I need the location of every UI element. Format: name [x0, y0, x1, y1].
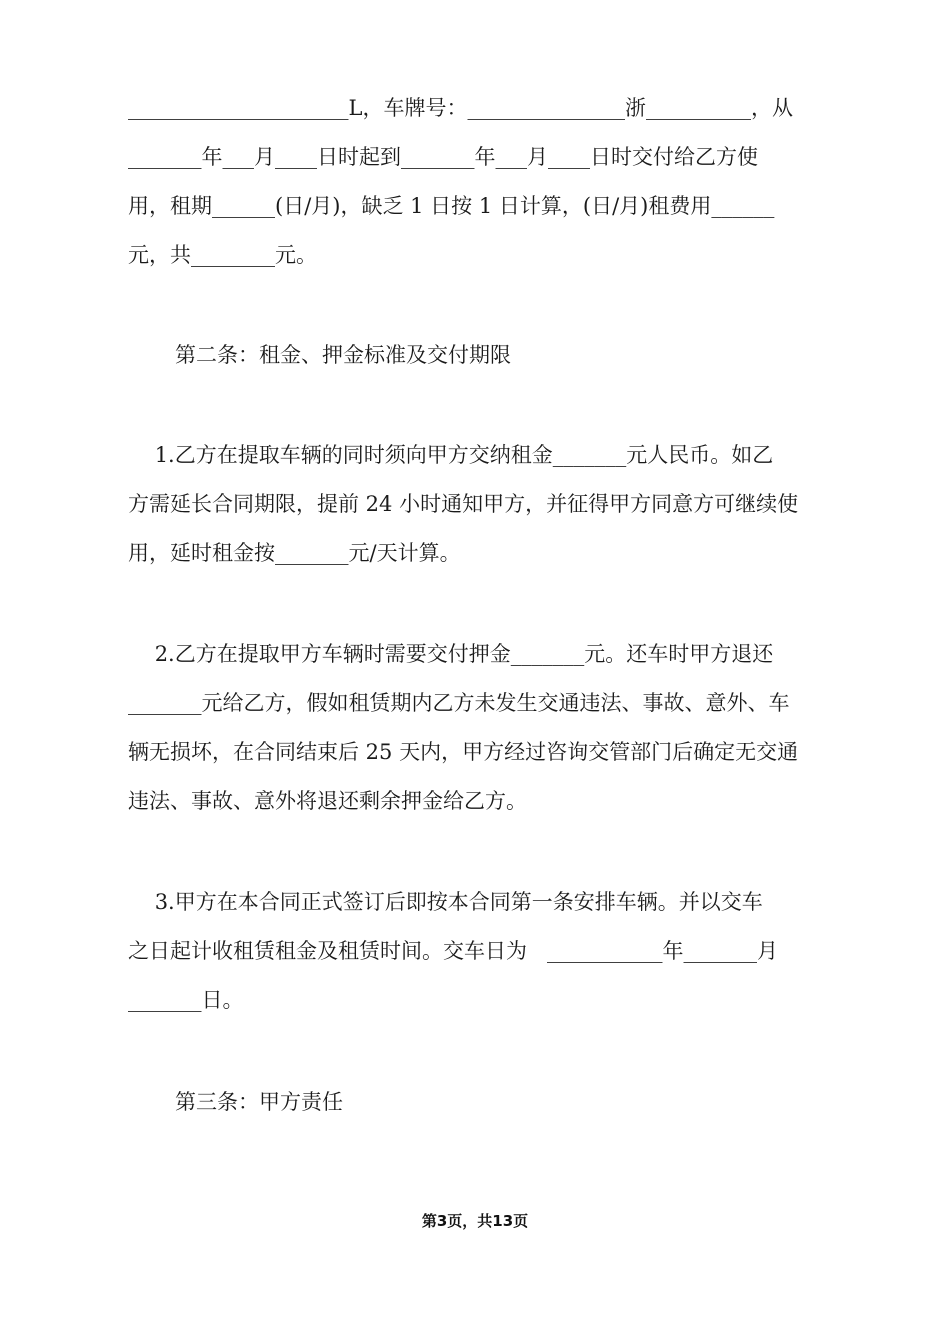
text-line: _____________________L，车牌号：_______________浙__________，从	[128, 96, 793, 120]
text-line: 用，延时租金按_______元/天计算。	[128, 541, 461, 565]
text-line: 违法、事故、意外将退还剩余押金给乙方。	[128, 789, 527, 813]
item-1-paragraph	[128, 431, 828, 578]
vehicle-rental-paragraph	[128, 84, 828, 280]
item-2-paragraph	[128, 630, 828, 826]
text-line: 用，租期______(日/月)，缺乏 1 日按 1 日计算，(日/月)租费用______	[128, 194, 775, 218]
page-number-footer: 第3页，共13页	[421, 1212, 529, 1230]
text-line: _______元给乙方，假如租赁期内乙方未发生交通违法、事故、意外、车	[128, 691, 790, 715]
text-line: 2.乙方在提取甲方车辆时需要交付押金_______元。还车时甲方退还	[128, 642, 774, 666]
text-line: 方需延长合同期限，提前 24 小时通知甲方，并征得甲方同意方可继续使	[128, 492, 799, 516]
item-3-paragraph	[128, 878, 828, 1025]
text-line: 辆无损坏，在合同结束后 25 天内，甲方经过咨询交管部门后确定无交通	[128, 740, 799, 764]
article-2-heading: 第二条：租金、押金标准及交付期限	[175, 343, 511, 367]
text-line: _______日。	[128, 988, 244, 1012]
text-line: _______年___月____日时起到_______年___月____日时交付给乙方使	[128, 145, 758, 169]
text-line: 3.甲方在本合同正式签订后即按本合同第一条安排车辆。并以交车	[128, 890, 763, 914]
article-3-heading: 第三条：甲方责任	[175, 1090, 343, 1114]
text-line: 之日起计收租赁租金及租赁时间。交车日为 ___________年_______月	[128, 939, 779, 963]
text-line: 1.乙方在提取车辆的同时须向甲方交纳租金_______元人民币。如乙	[128, 443, 774, 467]
text-line: 元，共________元。	[128, 243, 317, 267]
